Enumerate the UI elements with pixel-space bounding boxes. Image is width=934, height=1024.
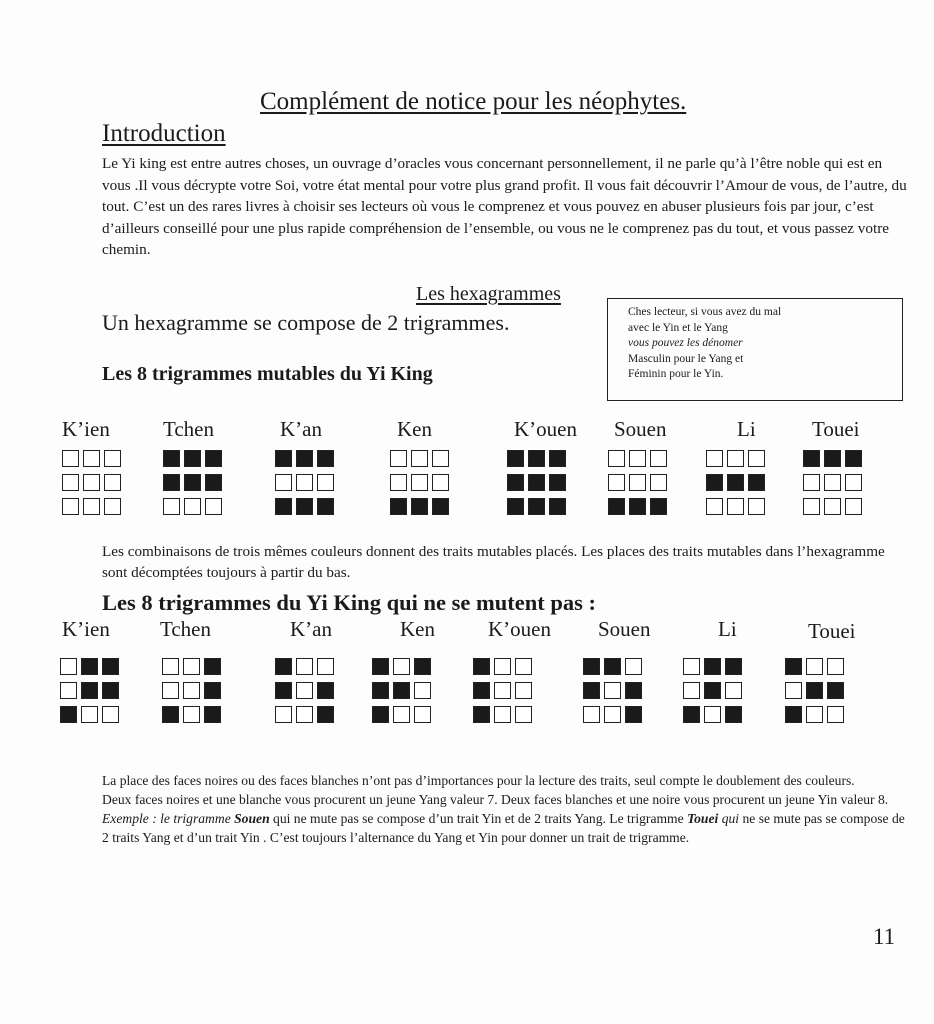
- introduction-heading: Introduction: [102, 120, 226, 147]
- page-title: Complément de notice pour les néophytes.: [260, 88, 687, 115]
- white-face: [411, 474, 428, 491]
- black-face: [473, 682, 490, 699]
- nonmutable-name-touei: Touei: [808, 619, 856, 643]
- mutable-name-touei: Touei: [812, 417, 860, 441]
- trigram-line: [60, 682, 119, 699]
- white-face: [390, 474, 407, 491]
- note-line: Masculin pour le Yang et: [628, 352, 744, 365]
- white-face: [824, 474, 841, 491]
- white-face: [608, 450, 625, 467]
- white-face: [494, 658, 511, 675]
- example-end: ne se mute pas se compose de 2 traits Yang et d’un trait Yin . C’est toujours l’alternance du Yang et Yin pour donner un trait de trigramme.: [102, 811, 905, 845]
- white-face: [629, 474, 646, 491]
- black-face: [162, 706, 179, 723]
- black-face: [785, 706, 802, 723]
- black-face: [317, 682, 334, 699]
- black-face: [528, 450, 545, 467]
- white-face: [275, 706, 292, 723]
- mutable-name-souen: Souen: [614, 417, 667, 441]
- black-face: [748, 474, 765, 491]
- trigram-line: [162, 706, 221, 723]
- black-face: [549, 474, 566, 491]
- white-face: [81, 706, 98, 723]
- white-face: [650, 450, 667, 467]
- nonmutable-name-kouen: K’ouen: [488, 617, 551, 641]
- explanation-block: [102, 771, 907, 847]
- mutable-trigram: [608, 450, 667, 522]
- nonmutable-name-ken: Ken: [400, 617, 435, 641]
- black-face: [827, 682, 844, 699]
- mutable-name-kouen: K’ouen: [514, 417, 577, 441]
- explanation-example: [102, 809, 907, 847]
- nonmutable-trigram: [372, 658, 431, 730]
- trigram-line: [583, 682, 642, 699]
- trigram-line: [162, 658, 221, 675]
- black-face: [473, 706, 490, 723]
- white-face: [625, 658, 642, 675]
- trigram-line: [275, 498, 334, 515]
- white-face: [296, 658, 313, 675]
- white-face: [62, 498, 79, 515]
- black-face: [204, 682, 221, 699]
- black-face: [803, 450, 820, 467]
- white-face: [748, 498, 765, 515]
- trigram-line: [62, 450, 121, 467]
- white-face: [604, 706, 621, 723]
- white-face: [296, 682, 313, 699]
- black-face: [806, 682, 823, 699]
- mutable-name-tchen: Tchen: [163, 417, 215, 441]
- mutable-trigram: [62, 450, 121, 522]
- trigram-line: [473, 658, 532, 675]
- white-face: [275, 474, 292, 491]
- mutable-name-kan: K’an: [280, 417, 322, 441]
- white-face: [583, 706, 600, 723]
- black-face: [785, 658, 802, 675]
- white-face: [604, 682, 621, 699]
- black-face: [390, 498, 407, 515]
- white-face: [414, 706, 431, 723]
- black-face: [163, 474, 180, 491]
- black-face: [204, 658, 221, 675]
- black-face: [275, 450, 292, 467]
- black-face: [507, 474, 524, 491]
- white-face: [393, 706, 410, 723]
- mutables-paragraph: Les combinaisons de trois mêmes couleurs donnent des traits mutables placés. Les places des traits mutables dans l’hexagramme sont décomptées toujours à partir du bas.: [102, 543, 885, 581]
- white-face: [748, 450, 765, 467]
- white-face: [515, 682, 532, 699]
- black-face: [296, 498, 313, 515]
- trigram-line: [785, 682, 844, 699]
- trigram-line: [275, 658, 334, 675]
- black-face: [625, 682, 642, 699]
- nonmutable-trigram: [162, 658, 221, 730]
- trigram-line: [390, 498, 449, 515]
- black-face: [317, 450, 334, 467]
- trigram-line: [390, 474, 449, 491]
- mutable-trigram: [706, 450, 765, 522]
- trigram-line: [275, 682, 334, 699]
- black-face: [507, 498, 524, 515]
- introduction-paragraph: Le Yi king est entre autres choses, un ouvrage d’oracles vous concernant personnellement, il ne parle qu’à l’être noble qui est en vous .Il vous décrypte votre Soi, votre état mental pour votre plus grand profit. Il vous fait découvrir l’Amour de vous, de l’autre, du tout. C’est un des rares livres à choisir ses lecteurs où vous le comprenez et vous pouvez en abuser plusieurs fois par jour, c’est d’ailleurs conseillé pour une plus rapide compréhension de l’ensemble, ou vous ne le comprenez pas du tout, et vous passez votre chemin.: [102, 155, 907, 258]
- black-face: [411, 498, 428, 515]
- black-face: [163, 450, 180, 467]
- black-face: [414, 658, 431, 675]
- white-face: [494, 682, 511, 699]
- black-face: [275, 498, 292, 515]
- white-face: [827, 658, 844, 675]
- white-face: [393, 658, 410, 675]
- mutable-name-kien: K’ien: [62, 417, 110, 441]
- nonmutable-trigram: [275, 658, 334, 730]
- white-face: [62, 474, 79, 491]
- white-face: [162, 682, 179, 699]
- trigram-line: [803, 498, 862, 515]
- note-line: Ches lecteur, si vous avez du mal: [628, 306, 782, 318]
- explanation-line-1: La place des faces noires ou des faces blanches n’ont pas d’importances pour la lecture des traits, seul compte le doublement des couleurs.: [102, 773, 855, 788]
- nonmutable-trigram: [60, 658, 119, 730]
- trigram-line: [163, 450, 222, 467]
- black-face: [205, 450, 222, 467]
- black-face: [549, 498, 566, 515]
- trigram-line: [163, 474, 222, 491]
- trigram-line: [683, 706, 742, 723]
- white-face: [60, 682, 77, 699]
- trigram-line: [706, 474, 765, 491]
- white-face: [183, 658, 200, 675]
- black-face: [296, 450, 313, 467]
- black-face: [824, 450, 841, 467]
- black-face: [393, 682, 410, 699]
- trigram-line: [608, 450, 667, 467]
- black-face: [604, 658, 621, 675]
- white-face: [411, 450, 428, 467]
- white-face: [608, 474, 625, 491]
- black-face: [60, 706, 77, 723]
- note-box: [607, 298, 903, 401]
- black-face: [184, 474, 201, 491]
- white-face: [102, 706, 119, 723]
- non-mutables-heading-text: Les 8 trigrammes du Yi King qui ne se mutent pas :: [102, 590, 596, 615]
- trigram-line: [583, 658, 642, 675]
- white-face: [184, 498, 201, 515]
- white-face: [390, 450, 407, 467]
- example-souen: Souen: [234, 811, 270, 826]
- black-face: [275, 658, 292, 675]
- trigram-line: [162, 682, 221, 699]
- black-face: [205, 474, 222, 491]
- nonmutable-trigram: [583, 658, 642, 730]
- black-face: [725, 706, 742, 723]
- white-face: [727, 498, 744, 515]
- black-face: [81, 682, 98, 699]
- nonmutable-trigram: [683, 658, 742, 730]
- trigram-line: [275, 706, 334, 723]
- trigram-line: [803, 450, 862, 467]
- white-face: [824, 498, 841, 515]
- white-face: [432, 474, 449, 491]
- nonmutable-name-tchen: Tchen: [160, 617, 212, 641]
- black-face: [81, 658, 98, 675]
- white-face: [727, 450, 744, 467]
- trigram-line: [785, 658, 844, 675]
- white-face: [683, 682, 700, 699]
- white-face: [806, 658, 823, 675]
- white-face: [317, 658, 334, 675]
- white-face: [706, 498, 723, 515]
- trigram-line: [60, 658, 119, 675]
- white-face: [725, 682, 742, 699]
- white-face: [704, 706, 721, 723]
- trigram-line: [60, 706, 119, 723]
- nonmutable-name-kien: K’ien: [62, 617, 110, 641]
- black-face: [706, 474, 723, 491]
- white-face: [163, 498, 180, 515]
- trigram-line: [62, 474, 121, 491]
- white-face: [205, 498, 222, 515]
- white-face: [83, 450, 100, 467]
- mutable-trigram: [803, 450, 862, 522]
- note-line: vous pouvez les dénomer: [628, 337, 743, 349]
- black-face: [650, 498, 667, 515]
- black-face: [204, 706, 221, 723]
- nonmutable-name-souen: Souen: [598, 617, 651, 641]
- black-face: [184, 450, 201, 467]
- white-face: [104, 450, 121, 467]
- mutable-trigram: [275, 450, 334, 522]
- note-line: Féminin pour le Yin.: [628, 368, 724, 380]
- black-face: [473, 658, 490, 675]
- mutable-trigram: [507, 450, 566, 522]
- hexagrammes-text: Un hexagramme se compose de 2 trigrammes.: [102, 310, 510, 335]
- white-face: [845, 474, 862, 491]
- white-face: [515, 706, 532, 723]
- black-face: [704, 658, 721, 675]
- black-face: [549, 450, 566, 467]
- white-face: [83, 498, 100, 515]
- black-face: [725, 658, 742, 675]
- white-face: [803, 474, 820, 491]
- trigram-line: [803, 474, 862, 491]
- example-touei: Touei: [687, 811, 719, 826]
- black-face: [432, 498, 449, 515]
- trigram-line: [785, 706, 844, 723]
- trigram-line: [608, 498, 667, 515]
- trigram-line: [507, 498, 566, 515]
- black-face: [704, 682, 721, 699]
- black-face: [629, 498, 646, 515]
- white-face: [317, 474, 334, 491]
- nonmutable-name-kan: K’an: [290, 617, 332, 641]
- black-face: [528, 498, 545, 515]
- white-face: [650, 474, 667, 491]
- black-face: [583, 658, 600, 675]
- trigram-line: [390, 450, 449, 467]
- black-face: [683, 706, 700, 723]
- white-face: [183, 706, 200, 723]
- white-face: [515, 658, 532, 675]
- white-face: [683, 658, 700, 675]
- white-face: [104, 498, 121, 515]
- example-prefix: Exemple : le trigramme: [102, 811, 235, 826]
- trigram-line: [507, 474, 566, 491]
- hexagrammes-heading: Les hexagrammes: [416, 283, 561, 305]
- mutable-trigram: [163, 450, 222, 522]
- trigram-line: [706, 498, 765, 515]
- black-face: [317, 498, 334, 515]
- trigram-line: [706, 450, 765, 467]
- example-mid: qui ne mute pas se compose d’un trait Yin et de 2 traits Yang. Le trigramme: [269, 811, 688, 826]
- trigram-line: [473, 706, 532, 723]
- trigram-line: [275, 450, 334, 467]
- white-face: [296, 706, 313, 723]
- trigram-line: [583, 706, 642, 723]
- trigram-line: [62, 498, 121, 515]
- non-mutables-heading: [102, 590, 596, 616]
- white-face: [827, 706, 844, 723]
- white-face: [785, 682, 802, 699]
- black-face: [528, 474, 545, 491]
- white-face: [432, 450, 449, 467]
- page-number: 11: [873, 924, 896, 949]
- black-face: [845, 450, 862, 467]
- black-face: [102, 658, 119, 675]
- white-face: [104, 474, 121, 491]
- black-face: [583, 682, 600, 699]
- white-face: [296, 474, 313, 491]
- white-face: [414, 682, 431, 699]
- white-face: [706, 450, 723, 467]
- white-face: [803, 498, 820, 515]
- mutable-trigram: [390, 450, 449, 522]
- black-face: [372, 658, 389, 675]
- mutable-name-li: Li: [737, 417, 756, 441]
- example-qui: qui: [718, 811, 740, 826]
- trigram-line: [163, 498, 222, 515]
- trigram-line: [372, 706, 431, 723]
- trigram-line: [473, 682, 532, 699]
- white-face: [60, 658, 77, 675]
- black-face: [727, 474, 744, 491]
- white-face: [845, 498, 862, 515]
- white-face: [162, 658, 179, 675]
- white-face: [629, 450, 646, 467]
- white-face: [62, 450, 79, 467]
- nonmutable-trigram: [785, 658, 844, 730]
- trigram-line: [372, 658, 431, 675]
- white-face: [183, 682, 200, 699]
- mutable-name-ken: Ken: [397, 417, 432, 441]
- black-face: [317, 706, 334, 723]
- black-face: [275, 682, 292, 699]
- black-face: [372, 706, 389, 723]
- trigram-line: [275, 474, 334, 491]
- white-face: [83, 474, 100, 491]
- white-face: [806, 706, 823, 723]
- nonmutable-name-li: Li: [718, 617, 737, 641]
- black-face: [625, 706, 642, 723]
- black-face: [372, 682, 389, 699]
- trigram-line: [608, 474, 667, 491]
- trigram-line: [507, 450, 566, 467]
- black-face: [507, 450, 524, 467]
- trigram-line: [683, 658, 742, 675]
- explanation-line-2: Deux faces noires et une blanche vous procurent un jeune Yang valeur 7. Deux faces blanches et une noire vous procurent un jeune Yin valeur 8.: [102, 792, 889, 807]
- white-face: [494, 706, 511, 723]
- black-face: [608, 498, 625, 515]
- note-line: avec le Yin et le Yang: [628, 321, 728, 334]
- mutables-heading: Les 8 trigrammes mutables du Yi King: [102, 363, 433, 385]
- nonmutable-trigram: [473, 658, 532, 730]
- trigram-line: [683, 682, 742, 699]
- black-face: [102, 682, 119, 699]
- trigram-line: [372, 682, 431, 699]
